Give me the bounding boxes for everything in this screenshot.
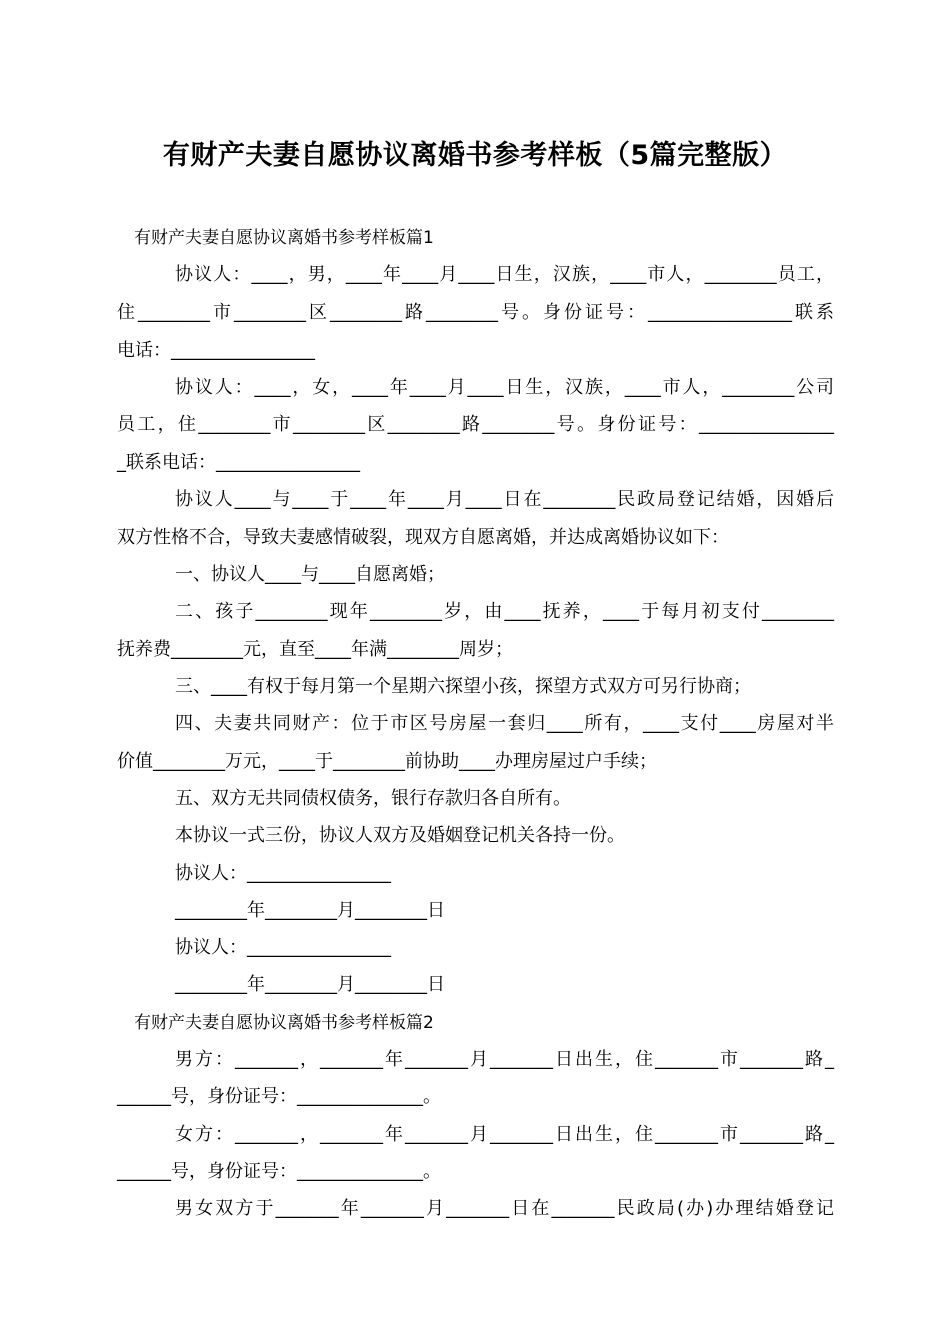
clause-4-line-2: 价值________万元，____于________前协助____办理房屋过户手续； <box>117 751 657 772</box>
document-title: 有财产夫妻自愿协议离婚书参考样板（5篇完整版） <box>162 140 788 171</box>
party-2-line-1: 协议人：____，女，____年____月____日生，汉族，____市人，________公司 <box>175 377 834 398</box>
clause-2-line-1: 二、孩子________现年________岁，由____抚养，____于每月初支付________ <box>175 601 834 622</box>
party-1-line-2: 住________市________区________路________号。身份证号：________________联系 <box>117 302 834 323</box>
clause-5: 五、双方无共同债权债务，银行存款归各自所有。 <box>175 788 571 809</box>
section-heading-2: 有财产夫妻自愿协议离婚书参考样板篇2 <box>134 1013 434 1033</box>
party-2-line-3: _联系电话：________________ <box>117 452 360 473</box>
clause-3: 三、____有权于每月第一个星期六探望小孩，探望方式双方可另行协商； <box>175 676 751 697</box>
section-heading-1: 有财产夫妻自愿协议离婚书参考样板篇1 <box>134 228 434 248</box>
female-party-line-1: 女方：_______，_______年_______月_______日出生，住_______市_______路_ <box>175 1124 834 1145</box>
signature-party-1: 协议人：________________ <box>175 863 391 884</box>
clause-1: 一、协议人____与____自愿离婚； <box>175 564 445 585</box>
clause-2-line-2: 抚养费________元，直至____年满________周岁； <box>117 639 513 660</box>
copies-statement: 本协议一式三份，协议人双方及婚姻登记机关各持一份。 <box>175 825 625 846</box>
party-1-line-3: 电话：________________ <box>117 340 315 361</box>
marriage-statement-line-1: 协议人____与____于____年____月____日在________民政局登记结婚，因婚后 <box>175 489 834 510</box>
female-party-line-2: ______号，身份证号：______________。 <box>117 1161 441 1182</box>
marriage-registration-line: 男女双方于_______年_______月_______日在_______民政局(办)办理结婚登记 <box>175 1198 834 1219</box>
party-1-line-1: 协议人：____，男，____年____月____日生，汉族，____市人，________员工， <box>175 264 834 285</box>
party-2-line-2: 员工，住________市________区________路________号。身份证号：_______________ <box>117 414 834 435</box>
signature-date-1: ________年________月________日 <box>175 900 445 921</box>
marriage-statement-line-2: 双方性格不合，导致夫妻感情破裂，现双方自愿离婚，并达成离婚协议如下： <box>117 527 729 548</box>
male-party-line-1: 男方：_______，_______年_______月_______日出生，住_______市_______路_ <box>175 1049 834 1070</box>
clause-4-line-1: 四、夫妻共同财产：位于市区号房屋一套归____所有，____支付____房屋对半 <box>175 713 834 734</box>
male-party-line-2: ______号，身份证号：______________。 <box>117 1086 441 1107</box>
signature-party-2: 协议人：________________ <box>175 937 391 958</box>
signature-date-2: ________年________月________日 <box>175 974 445 995</box>
